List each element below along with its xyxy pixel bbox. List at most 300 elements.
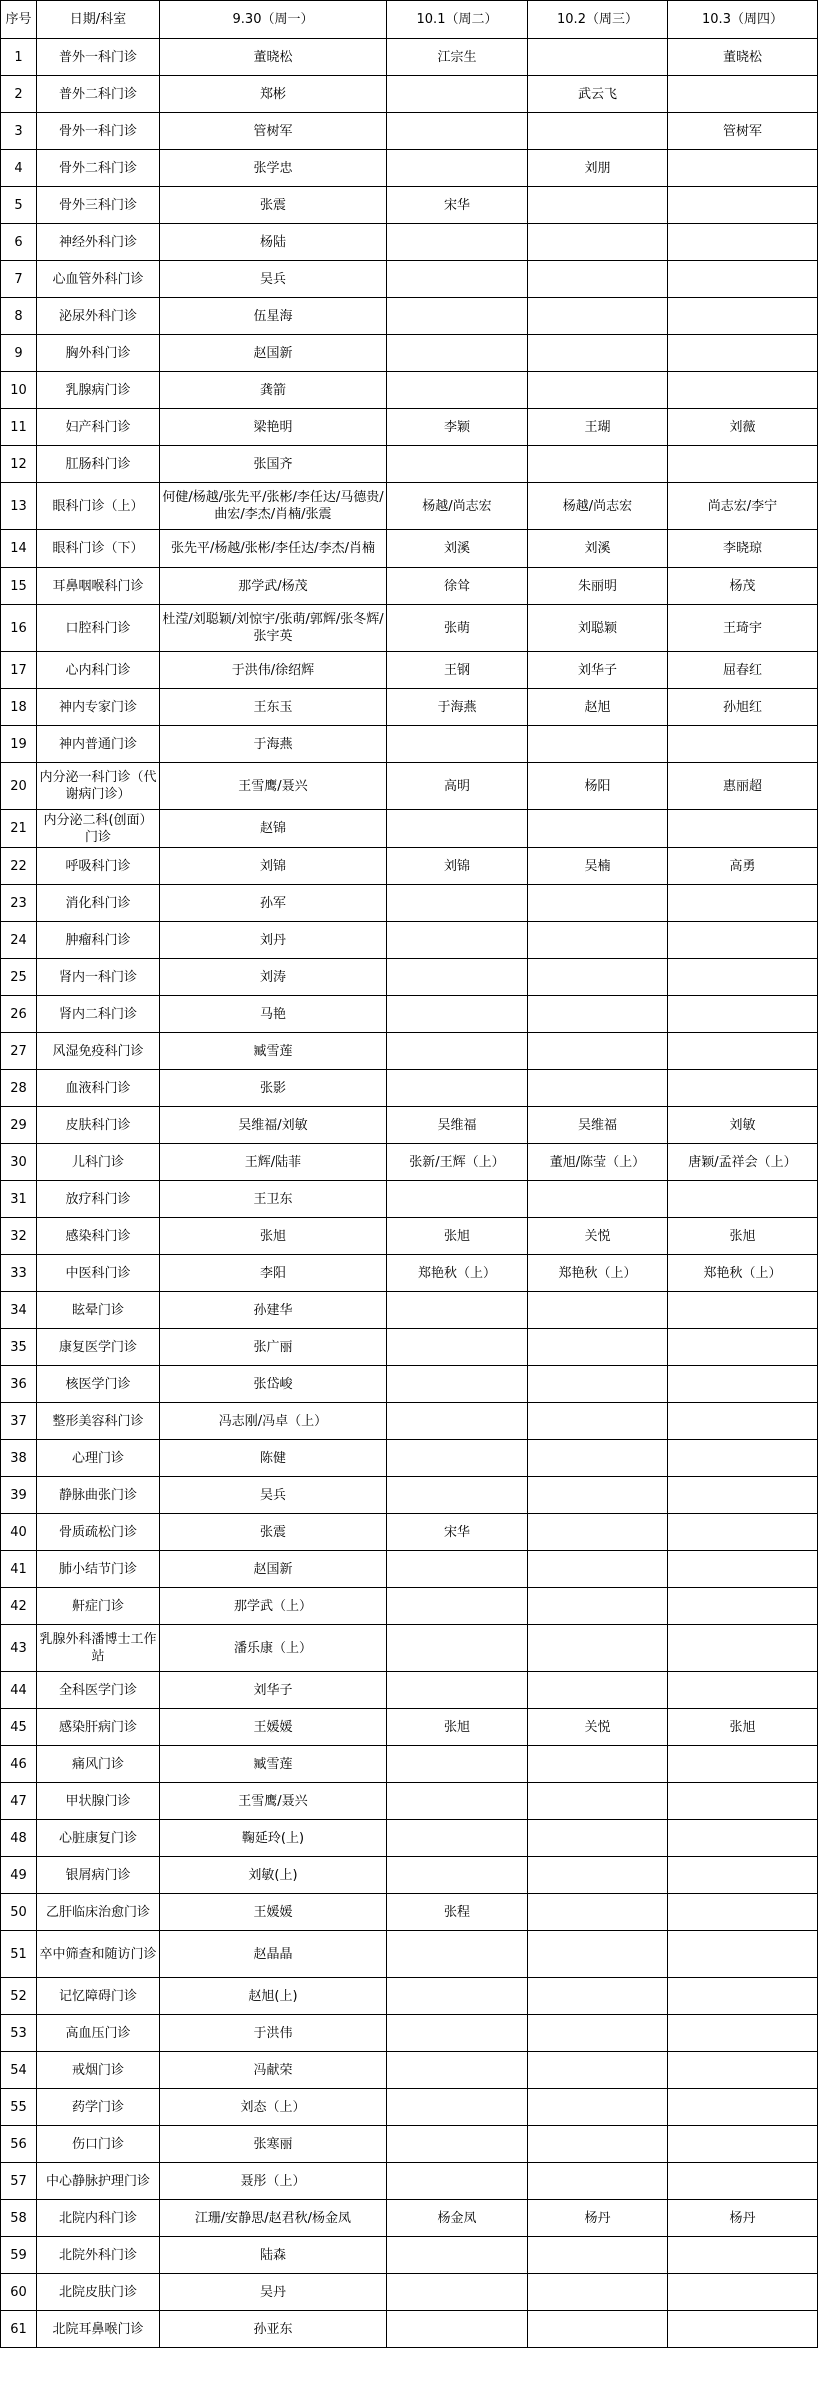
day-2-cell: 江宗生	[387, 39, 528, 76]
day-1-cell: 董晓松	[160, 39, 387, 76]
day-4-cell	[668, 1551, 818, 1588]
day-3-cell	[528, 2052, 668, 2089]
day-3-cell: 武云飞	[528, 76, 668, 113]
department-cell: 乳腺外科潘博士工作站	[37, 1625, 160, 1672]
department-cell: 甲状腺门诊	[37, 1783, 160, 1820]
day-3-cell: 刘溪	[528, 530, 668, 568]
day-2-cell	[387, 1857, 528, 1894]
day-4-cell	[668, 1857, 818, 1894]
day-3-cell: 朱丽明	[528, 568, 668, 605]
department-cell: 整形美容科门诊	[37, 1403, 160, 1440]
day-4-cell: 尚志宏/李宁	[668, 483, 818, 530]
table-row	[1, 335, 818, 372]
day-3-cell: 董旭/陈莹（上）	[528, 1144, 668, 1181]
day-1-cell: 伍星海	[160, 298, 387, 335]
table-row	[1, 2015, 818, 2052]
day-2-cell	[387, 996, 528, 1033]
table-row	[1, 810, 818, 848]
header-cell-index: 序号	[1, 1, 37, 39]
day-4-cell	[668, 1070, 818, 1107]
day-1-cell: 杨陆	[160, 224, 387, 261]
table-row	[1, 1477, 818, 1514]
table-row	[1, 1440, 818, 1477]
day-4-cell: 张旭	[668, 1709, 818, 1746]
index-cell: 60	[1, 2274, 37, 2311]
day-1-cell: 王媛媛	[160, 1709, 387, 1746]
day-2-cell	[387, 335, 528, 372]
day-3-cell	[528, 1672, 668, 1709]
day-3-cell	[528, 885, 668, 922]
day-2-cell: 张新/王辉（上）	[387, 1144, 528, 1181]
day-4-cell	[668, 1292, 818, 1329]
day-3-cell	[528, 959, 668, 996]
day-3-cell	[528, 1514, 668, 1551]
table-row	[1, 1070, 818, 1107]
day-2-cell	[387, 298, 528, 335]
day-2-cell	[387, 1366, 528, 1403]
day-2-cell: 张旭	[387, 1709, 528, 1746]
day-3-cell	[528, 726, 668, 763]
day-4-cell	[668, 150, 818, 187]
day-3-cell: 杨阳	[528, 763, 668, 810]
table-row	[1, 996, 818, 1033]
day-4-cell	[668, 2089, 818, 2126]
day-3-cell	[528, 996, 668, 1033]
day-3-cell	[528, 2015, 668, 2052]
table-row	[1, 1181, 818, 1218]
day-1-cell: 张寒丽	[160, 2126, 387, 2163]
table-row	[1, 763, 818, 810]
department-cell: 泌尿外科门诊	[37, 298, 160, 335]
day-3-cell	[528, 1746, 668, 1783]
day-2-cell	[387, 2237, 528, 2274]
day-2-cell: 张程	[387, 1894, 528, 1931]
day-2-cell	[387, 1588, 528, 1625]
table-row	[1, 483, 818, 530]
day-4-cell	[668, 2274, 818, 2311]
day-1-cell: 张震	[160, 1514, 387, 1551]
day-3-cell: 赵旭	[528, 689, 668, 726]
day-2-cell	[387, 2163, 528, 2200]
day-3-cell	[528, 1931, 668, 1978]
table-row	[1, 446, 818, 483]
department-cell: 普外二科门诊	[37, 76, 160, 113]
department-cell: 戒烟门诊	[37, 2052, 160, 2089]
day-2-cell	[387, 2089, 528, 2126]
department-cell: 皮肤科门诊	[37, 1107, 160, 1144]
department-cell: 心内科门诊	[37, 652, 160, 689]
day-4-cell	[668, 1672, 818, 1709]
day-1-cell: 王雪鹰/聂兴	[160, 763, 387, 810]
day-1-cell: 刘锦	[160, 848, 387, 885]
day-3-cell	[528, 1894, 668, 1931]
table-row	[1, 2200, 818, 2237]
table-row	[1, 2311, 818, 2348]
table-row	[1, 1625, 818, 1672]
day-2-cell	[387, 2274, 528, 2311]
day-1-cell: 张国齐	[160, 446, 387, 483]
day-4-cell	[668, 2311, 818, 2348]
day-1-cell: 张岱峻	[160, 1366, 387, 1403]
day-1-cell: 陆森	[160, 2237, 387, 2274]
table-row	[1, 726, 818, 763]
day-4-cell	[668, 1746, 818, 1783]
index-cell: 14	[1, 530, 37, 568]
index-cell: 5	[1, 187, 37, 224]
day-3-cell	[528, 298, 668, 335]
department-cell: 卒中筛查和随访门诊	[37, 1931, 160, 1978]
day-4-cell: 杨茂	[668, 568, 818, 605]
day-4-cell: 管树军	[668, 113, 818, 150]
department-cell: 药学门诊	[37, 2089, 160, 2126]
day-2-cell: 张旭	[387, 1218, 528, 1255]
department-cell: 北院内科门诊	[37, 2200, 160, 2237]
index-cell: 53	[1, 2015, 37, 2052]
day-3-cell	[528, 1292, 668, 1329]
department-cell: 全科医学门诊	[37, 1672, 160, 1709]
day-2-cell	[387, 1931, 528, 1978]
index-cell: 48	[1, 1820, 37, 1857]
table-row	[1, 1292, 818, 1329]
department-cell: 肾内一科门诊	[37, 959, 160, 996]
day-1-cell: 刘态（上）	[160, 2089, 387, 2126]
day-3-cell	[528, 39, 668, 76]
day-3-cell	[528, 335, 668, 372]
day-4-cell: 王琦宇	[668, 605, 818, 652]
day-4-cell	[668, 2015, 818, 2052]
index-cell: 17	[1, 652, 37, 689]
department-cell: 肛肠科门诊	[37, 446, 160, 483]
day-3-cell	[528, 1181, 668, 1218]
day-1-cell: 赵旭(上)	[160, 1978, 387, 2015]
day-3-cell	[528, 1440, 668, 1477]
day-2-cell	[387, 1551, 528, 1588]
day-4-cell	[668, 1820, 818, 1857]
index-cell: 39	[1, 1477, 37, 1514]
department-cell: 乙肝临床治愈门诊	[37, 1894, 160, 1931]
index-cell: 26	[1, 996, 37, 1033]
day-2-cell	[387, 1978, 528, 2015]
department-cell: 放疗科门诊	[37, 1181, 160, 1218]
table-row	[1, 1746, 818, 1783]
index-cell: 3	[1, 113, 37, 150]
day-1-cell: 吴维福/刘敏	[160, 1107, 387, 1144]
index-cell: 42	[1, 1588, 37, 1625]
index-cell: 55	[1, 2089, 37, 2126]
day-4-cell	[668, 1625, 818, 1672]
index-cell: 23	[1, 885, 37, 922]
department-cell: 妇产科门诊	[37, 409, 160, 446]
day-4-cell: 刘敏	[668, 1107, 818, 1144]
day-4-cell	[668, 261, 818, 298]
department-cell: 呼吸科门诊	[37, 848, 160, 885]
table-row	[1, 1709, 818, 1746]
table-row	[1, 1551, 818, 1588]
day-2-cell	[387, 113, 528, 150]
table-row	[1, 922, 818, 959]
day-1-cell: 李阳	[160, 1255, 387, 1292]
index-cell: 31	[1, 1181, 37, 1218]
day-4-cell	[668, 2237, 818, 2274]
day-4-cell: 高勇	[668, 848, 818, 885]
header-cell-day-3: 10.2（周三）	[528, 1, 668, 39]
day-2-cell	[387, 1033, 528, 1070]
table-row	[1, 298, 818, 335]
table-row	[1, 372, 818, 409]
day-2-cell: 刘溪	[387, 530, 528, 568]
day-1-cell: 张震	[160, 187, 387, 224]
day-4-cell	[668, 1588, 818, 1625]
department-cell: 康复医学门诊	[37, 1329, 160, 1366]
day-4-cell	[668, 810, 818, 848]
day-3-cell	[528, 2274, 668, 2311]
table-row	[1, 848, 818, 885]
day-4-cell	[668, 224, 818, 261]
day-2-cell	[387, 1329, 528, 1366]
day-3-cell	[528, 1820, 668, 1857]
table-row	[1, 1329, 818, 1366]
day-1-cell: 聂彤（上）	[160, 2163, 387, 2200]
department-cell: 北院耳鼻喉门诊	[37, 2311, 160, 2348]
day-3-cell: 杨越/尚志宏	[528, 483, 668, 530]
index-cell: 37	[1, 1403, 37, 1440]
day-1-cell: 孙亚东	[160, 2311, 387, 2348]
table-row	[1, 1931, 818, 1978]
index-cell: 9	[1, 335, 37, 372]
day-4-cell: 郑艳秋（上）	[668, 1255, 818, 1292]
day-2-cell	[387, 372, 528, 409]
department-cell: 静脉曲张门诊	[37, 1477, 160, 1514]
index-cell: 46	[1, 1746, 37, 1783]
header-row	[1, 1, 818, 39]
day-1-cell: 那学武/杨茂	[160, 568, 387, 605]
table-row	[1, 1894, 818, 1931]
table-row	[1, 530, 818, 568]
day-2-cell: 郑艳秋（上）	[387, 1255, 528, 1292]
department-cell: 肾内二科门诊	[37, 996, 160, 1033]
day-4-cell	[668, 1514, 818, 1551]
day-2-cell: 张萌	[387, 605, 528, 652]
department-cell: 肺小结节门诊	[37, 1551, 160, 1588]
table-row	[1, 1783, 818, 1820]
department-cell: 眼科门诊（上）	[37, 483, 160, 530]
table-row	[1, 1672, 818, 1709]
day-3-cell: 王瑚	[528, 409, 668, 446]
day-3-cell	[528, 1625, 668, 1672]
table-row	[1, 1366, 818, 1403]
index-cell: 58	[1, 2200, 37, 2237]
day-1-cell: 张先平/杨越/张彬/李任达/李杰/肖楠	[160, 530, 387, 568]
day-3-cell	[528, 187, 668, 224]
department-cell: 心脏康复门诊	[37, 1820, 160, 1857]
index-cell: 57	[1, 2163, 37, 2200]
table-row	[1, 2089, 818, 2126]
day-4-cell	[668, 1783, 818, 1820]
index-cell: 50	[1, 1894, 37, 1931]
index-cell: 49	[1, 1857, 37, 1894]
day-4-cell	[668, 1440, 818, 1477]
day-4-cell	[668, 2126, 818, 2163]
table-row	[1, 1107, 818, 1144]
day-2-cell	[387, 1672, 528, 1709]
day-1-cell: 吴兵	[160, 1477, 387, 1514]
day-3-cell	[528, 2089, 668, 2126]
day-1-cell: 刘涛	[160, 959, 387, 996]
table-row	[1, 2126, 818, 2163]
day-1-cell: 陈健	[160, 1440, 387, 1477]
day-2-cell: 于海燕	[387, 689, 528, 726]
department-cell: 胸外科门诊	[37, 335, 160, 372]
day-3-cell	[528, 2163, 668, 2200]
day-4-cell	[668, 1033, 818, 1070]
department-cell: 内分泌二科(创面）门诊	[37, 810, 160, 848]
day-2-cell	[387, 2126, 528, 2163]
day-1-cell: 臧雪莲	[160, 1033, 387, 1070]
day-1-cell: 王东玉	[160, 689, 387, 726]
department-cell: 北院皮肤门诊	[37, 2274, 160, 2311]
day-2-cell: 李颖	[387, 409, 528, 446]
table-row	[1, 1857, 818, 1894]
day-2-cell: 高明	[387, 763, 528, 810]
department-cell: 耳鼻咽喉科门诊	[37, 568, 160, 605]
day-1-cell: 于洪伟/徐绍辉	[160, 652, 387, 689]
index-cell: 28	[1, 1070, 37, 1107]
index-cell: 51	[1, 1931, 37, 1978]
day-1-cell: 何健/杨越/张先平/张彬/李任达/马德贵/曲宏/李杰/肖楠/张震	[160, 483, 387, 530]
department-cell: 伤口门诊	[37, 2126, 160, 2163]
department-cell: 感染肝病门诊	[37, 1709, 160, 1746]
day-1-cell: 张广丽	[160, 1329, 387, 1366]
day-3-cell	[528, 1366, 668, 1403]
index-cell: 6	[1, 224, 37, 261]
day-1-cell: 孙建华	[160, 1292, 387, 1329]
index-cell: 7	[1, 261, 37, 298]
day-4-cell	[668, 335, 818, 372]
table-row	[1, 885, 818, 922]
day-3-cell	[528, 2126, 668, 2163]
day-1-cell: 刘丹	[160, 922, 387, 959]
day-2-cell	[387, 1746, 528, 1783]
department-cell: 骨外三科门诊	[37, 187, 160, 224]
department-cell: 乳腺病门诊	[37, 372, 160, 409]
day-3-cell	[528, 1033, 668, 1070]
table-row	[1, 2274, 818, 2311]
department-cell: 眼科门诊（下）	[37, 530, 160, 568]
day-2-cell: 宋华	[387, 187, 528, 224]
department-cell: 血液科门诊	[37, 1070, 160, 1107]
day-3-cell	[528, 1857, 668, 1894]
day-3-cell	[528, 1783, 668, 1820]
department-cell: 神内专家门诊	[37, 689, 160, 726]
day-3-cell	[528, 2311, 668, 2348]
department-cell: 儿科门诊	[37, 1144, 160, 1181]
table-row	[1, 261, 818, 298]
day-1-cell: 赵国新	[160, 335, 387, 372]
day-1-cell: 臧雪莲	[160, 1746, 387, 1783]
index-cell: 18	[1, 689, 37, 726]
day-1-cell: 冯献荣	[160, 2052, 387, 2089]
day-1-cell: 王雪鹰/聂兴	[160, 1783, 387, 1820]
day-2-cell	[387, 1440, 528, 1477]
day-1-cell: 那学武（上）	[160, 1588, 387, 1625]
day-3-cell: 杨丹	[528, 2200, 668, 2237]
table-row	[1, 1588, 818, 1625]
day-2-cell: 徐耸	[387, 568, 528, 605]
index-cell: 32	[1, 1218, 37, 1255]
day-2-cell	[387, 224, 528, 261]
index-cell: 44	[1, 1672, 37, 1709]
index-cell: 22	[1, 848, 37, 885]
day-4-cell	[668, 1329, 818, 1366]
day-3-cell	[528, 922, 668, 959]
department-cell: 鼾症门诊	[37, 1588, 160, 1625]
day-1-cell: 刘华子	[160, 1672, 387, 1709]
day-3-cell	[528, 1477, 668, 1514]
department-cell: 北院外科门诊	[37, 2237, 160, 2274]
header-cell-day-4: 10.3（周四）	[668, 1, 818, 39]
day-1-cell: 王媛媛	[160, 1894, 387, 1931]
index-cell: 61	[1, 2311, 37, 2348]
department-cell: 中医科门诊	[37, 1255, 160, 1292]
day-2-cell	[387, 446, 528, 483]
day-2-cell	[387, 885, 528, 922]
department-cell: 记忆障碍门诊	[37, 1978, 160, 2015]
day-4-cell: 刘薇	[668, 409, 818, 446]
table-row	[1, 39, 818, 76]
table-row	[1, 959, 818, 996]
table-row	[1, 605, 818, 652]
day-3-cell	[528, 2237, 668, 2274]
department-cell: 普外一科门诊	[37, 39, 160, 76]
day-3-cell: 吴维福	[528, 1107, 668, 1144]
index-cell: 2	[1, 76, 37, 113]
day-1-cell: 王辉/陆菲	[160, 1144, 387, 1181]
table-row	[1, 76, 818, 113]
index-cell: 12	[1, 446, 37, 483]
department-cell: 肿瘤科门诊	[37, 922, 160, 959]
day-4-cell	[668, 1181, 818, 1218]
index-cell: 41	[1, 1551, 37, 1588]
index-cell: 19	[1, 726, 37, 763]
day-2-cell	[387, 922, 528, 959]
index-cell: 45	[1, 1709, 37, 1746]
day-3-cell: 关悦	[528, 1218, 668, 1255]
day-4-cell	[668, 1366, 818, 1403]
day-4-cell: 董晓松	[668, 39, 818, 76]
day-2-cell	[387, 150, 528, 187]
index-cell: 24	[1, 922, 37, 959]
day-3-cell	[528, 1551, 668, 1588]
table-row	[1, 224, 818, 261]
department-cell: 口腔科门诊	[37, 605, 160, 652]
day-3-cell	[528, 1070, 668, 1107]
day-1-cell: 鞠延玲(上)	[160, 1820, 387, 1857]
day-4-cell	[668, 1931, 818, 1978]
index-cell: 21	[1, 810, 37, 848]
index-cell: 13	[1, 483, 37, 530]
day-4-cell: 屈春红	[668, 652, 818, 689]
table-row	[1, 2163, 818, 2200]
day-3-cell: 刘聪颖	[528, 605, 668, 652]
day-2-cell: 王钢	[387, 652, 528, 689]
department-cell: 骨质疏松门诊	[37, 1514, 160, 1551]
day-1-cell: 冯志刚/冯卓（上）	[160, 1403, 387, 1440]
day-3-cell	[528, 1329, 668, 1366]
day-1-cell: 张影	[160, 1070, 387, 1107]
day-1-cell: 刘敏(上)	[160, 1857, 387, 1894]
day-4-cell	[668, 76, 818, 113]
table-row	[1, 1514, 818, 1551]
